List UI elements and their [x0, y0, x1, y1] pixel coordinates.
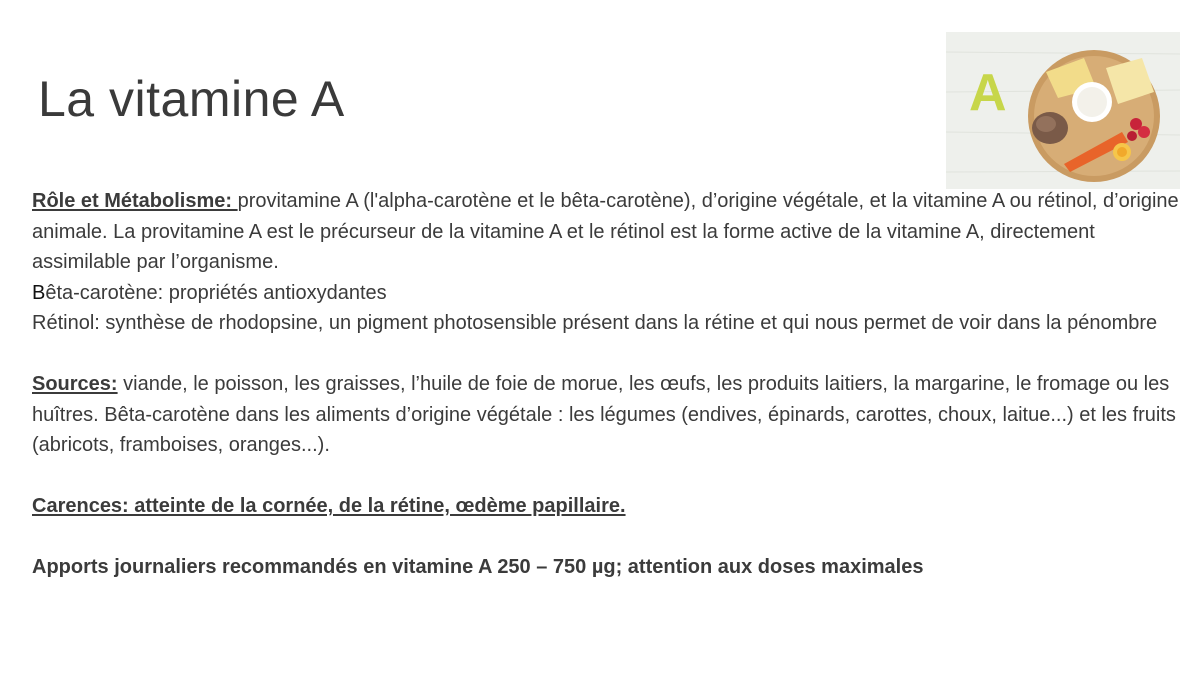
vitamin-a-food-photo: [946, 32, 1180, 189]
spacer: [32, 339, 1182, 370]
beta-rest: êta-carotène: propriétés antioxydantes: [45, 281, 387, 304]
slide-title: La vitamine A: [38, 71, 345, 127]
role-label: Rôle et Métabolisme:: [32, 190, 238, 212]
role-text: provitamine A (l'alpha-carotène et le bêta-carotène), d’origine végétale, et la vitamine A ou rétinol, d’origine animale. La provitamine A est le précurseur de la vitamine A et le rétinol est la forme active de la vitamine A, directement assimilable par l’organisme.: [32, 190, 1179, 273]
spacer: [32, 461, 1182, 492]
sources-label: Sources:: [32, 373, 118, 395]
photo-letter: A: [969, 64, 1007, 122]
beta-first-letter: B: [32, 281, 46, 304]
retinol-paragraph: Rétinol: synthèse de rhodopsine, un pigment photosensible présent dans la rétine et qui nous permet de voir dans la pénombre: [32, 312, 1158, 334]
sources-paragraph: [32, 369, 1182, 461]
apports-line: Apports journaliers recommandés en vitamine A 250 – 750 µg; attention aux doses maximales: [32, 556, 924, 578]
carences-line: Carences: atteinte de la cornée, de la rétine, œdème papillaire.: [32, 495, 626, 517]
spacer: [32, 522, 1182, 553]
role-paragraph: [32, 186, 1182, 278]
slide-body: [32, 186, 1182, 583]
beta-carotene-line: [32, 278, 1182, 309]
sources-text: viande, le poisson, les graisses, l’huile de foie de morue, les œufs, les produits laitiers, la margarine, le fromage ou les huîtres. Bêta-carotène dans les aliments d’origine végétale : les légumes (endives, épinards, carottes, choux, laitue...) et les fruits (abricots, framboises, oranges...).: [32, 373, 1176, 456]
